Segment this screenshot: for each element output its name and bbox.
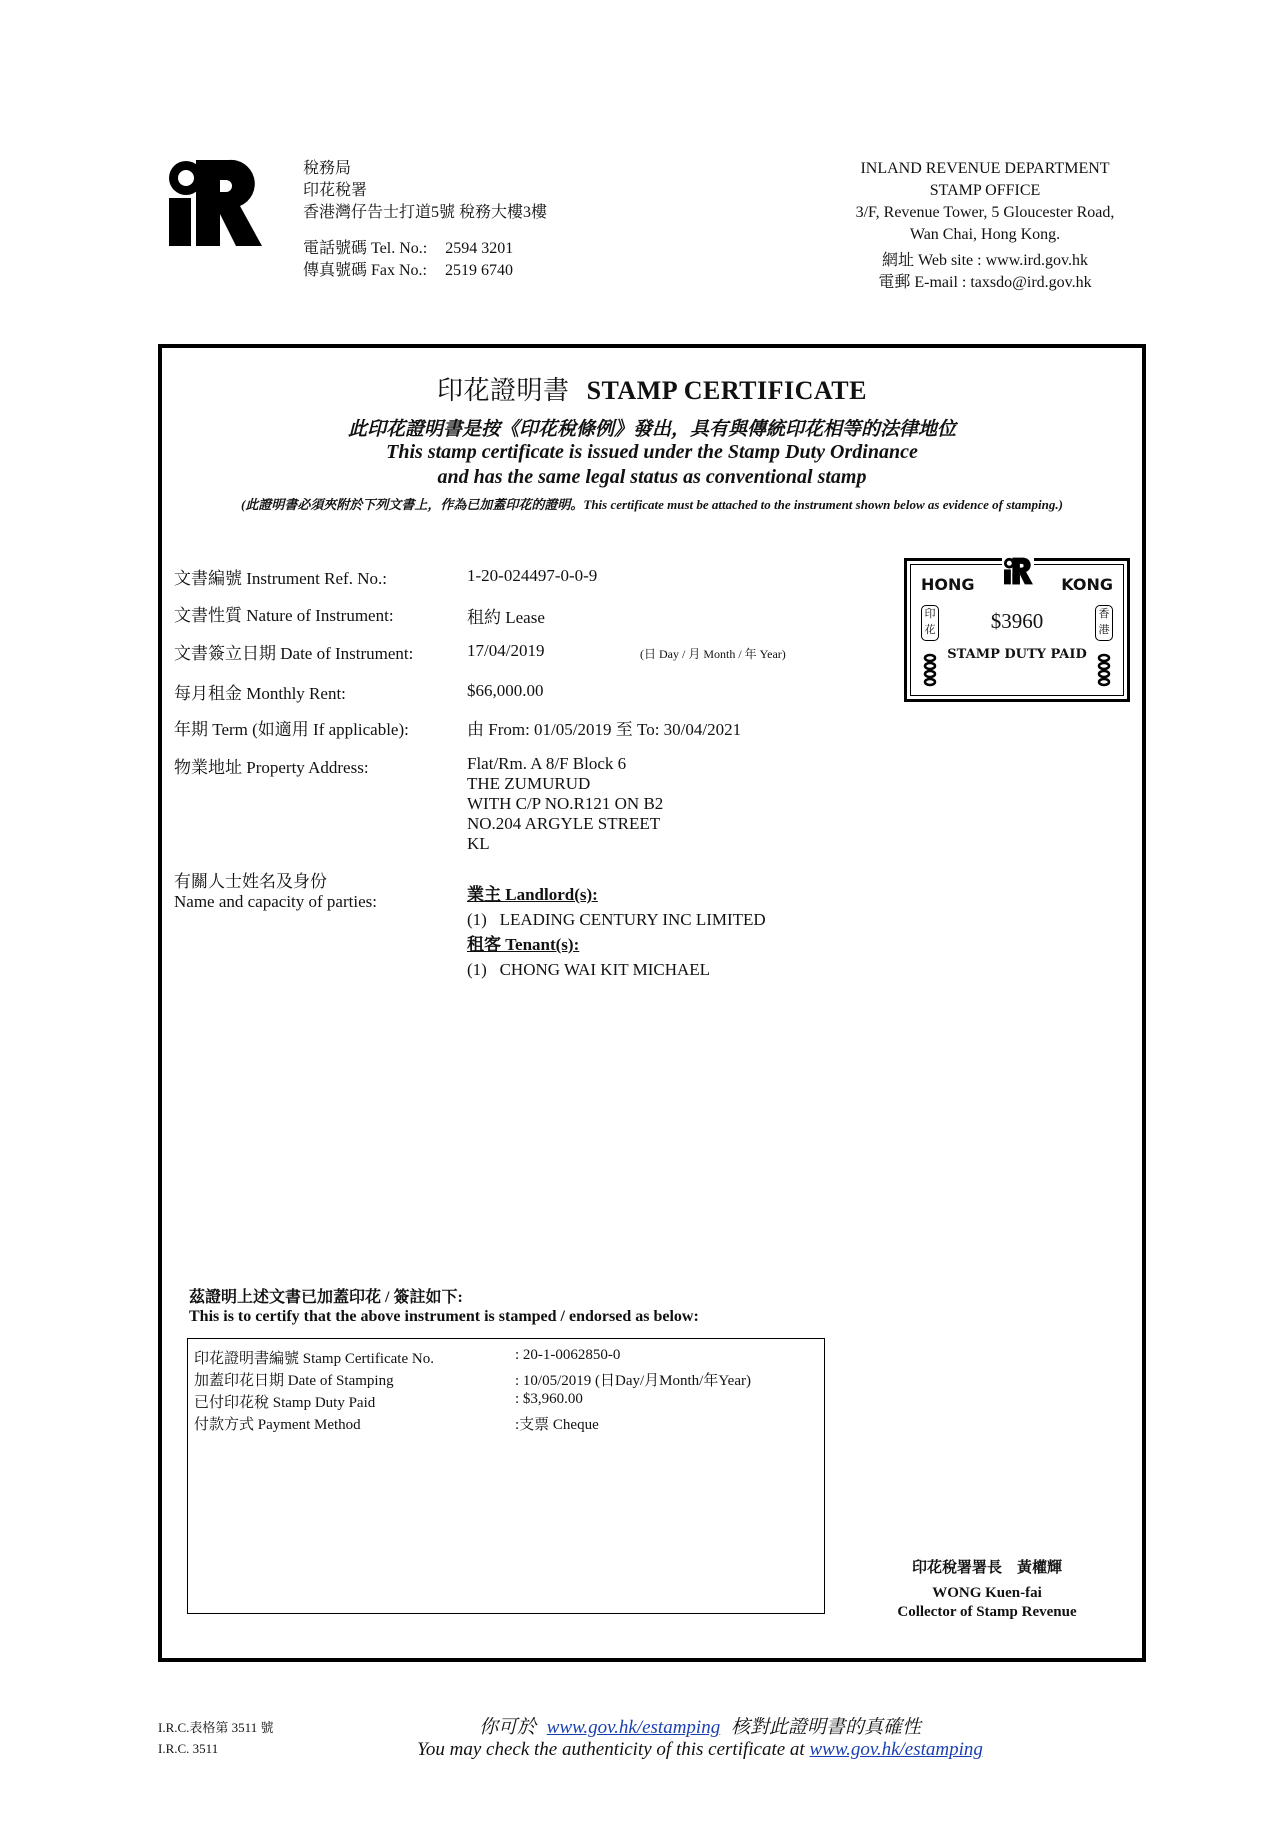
- title-en: STAMP CERTIFICATE: [586, 376, 867, 405]
- dept-zh: 稅務局: [303, 160, 352, 177]
- email: 電郵 E-mail : taxsdo@ird.gov.hk: [878, 274, 1092, 291]
- stamp-kong: KONG: [1061, 575, 1113, 594]
- duty-paid-value: : $3,960.00: [515, 1391, 583, 1407]
- fax-row: [303, 260, 547, 282]
- seal-left: 印花: [921, 605, 939, 641]
- address-line: WITH C/P NO.R121 ON B2: [467, 794, 664, 813]
- duty-paid-label: 已付印花稅 Stamp Duty Paid: [194, 1395, 376, 1411]
- subtitle-zh: 此印花證明書是按《印花稅條例》發出，具有與傳統印花相等的法律地位: [347, 419, 956, 440]
- stamp-hong: HONG: [921, 575, 975, 594]
- rent-value: $66,000.00: [467, 681, 544, 700]
- landlord-name: (1) LEADING CENTURY INC LIMITED: [467, 910, 766, 929]
- stamp-paid-text: STAMP DUTY PAID: [947, 647, 1087, 662]
- stamping-date-value: : 10/05/2019 (日Day/月Month/年Year): [515, 1373, 751, 1389]
- signatory-title-en: Collector of Stamp Revenue: [897, 1604, 1077, 1620]
- form-code-zh: I.R.C.表格第 3511 號: [158, 1720, 274, 1735]
- stamp-amount: $3960: [990, 609, 1044, 633]
- check-en-pre: You may check the authenticity of this certificate at: [417, 1739, 805, 1760]
- address-line: NO.204 ARGYLE STREET: [467, 814, 661, 833]
- title-zh: 印花證明書: [437, 376, 570, 405]
- fax-label: 傳真號碼 Fax No.:: [303, 262, 428, 279]
- parties-label-zh: 有關人士姓名及身份: [174, 872, 327, 891]
- address-zh: 香港灣仔告士打道5號 稅務大樓3樓: [303, 204, 548, 221]
- date-value: 17/04/2019: [467, 641, 545, 660]
- check-authenticity-en: [290, 1739, 1110, 1761]
- form-code-en: I.R.C. 3511: [158, 1741, 219, 1756]
- address-line: THE ZUMURUD: [467, 774, 591, 793]
- date-format: (日 Day / 月 Month / 年 Year): [640, 647, 786, 661]
- certificate-title: [162, 370, 1142, 407]
- certificate-box: [158, 344, 1146, 1662]
- header-left: [303, 158, 547, 282]
- attach-notice: (此證明書必須夾附於下列文書上，作為已加蓋印花的證明。This certificate must be attached to the instrument shown below as evidence of stamping.): [241, 497, 1063, 512]
- tel-label: 電話號碼 Tel. No.:: [303, 240, 428, 257]
- check-authenticity-zh: [290, 1712, 1110, 1739]
- subtitle-en-1: This stamp certificate is issued under the Stamp Duty Ordinance: [386, 441, 918, 463]
- tenant-name: (1) CHONG WAI KIT MICHAEL: [467, 960, 711, 979]
- parties-label-en: Name and capacity of parties:: [174, 892, 377, 911]
- property-address: [467, 754, 663, 854]
- payment-method-label: 付款方式 Payment Method: [194, 1417, 361, 1433]
- office-zh: 印花稅署: [303, 182, 368, 199]
- check-zh-post: 核對此證明書的真確性: [730, 1717, 921, 1738]
- certify-zh: 茲證明上述文書已加蓋印花 / 簽註如下:: [189, 1289, 463, 1306]
- tenant-label: 租客 Tenant(s):: [467, 935, 580, 954]
- stamping-date-label: 加蓋印花日期 Date of Stamping: [194, 1373, 394, 1389]
- term-label: 年期 Term (如適用 If applicable):: [174, 720, 409, 739]
- estamping-link-en[interactable]: www.gov.hk/estamping: [809, 1739, 983, 1760]
- office-en: STAMP OFFICE: [929, 182, 1041, 199]
- term-value: 由 From: 01/05/2019 至 To: 30/04/2021: [467, 720, 742, 739]
- parties: [467, 882, 766, 982]
- estamping-link-zh[interactable]: www.gov.hk/estamping: [546, 1717, 721, 1738]
- header-right: [820, 158, 1150, 294]
- address-line: KL: [467, 834, 490, 853]
- signatory-name: WONG Kuen-fai: [932, 1585, 1042, 1601]
- website: 網址 Web site : www.ird.gov.hk: [882, 252, 1088, 269]
- rent-label: 每月租金 Monthly Rent:: [174, 684, 346, 703]
- fax-value: 2519 6740: [445, 262, 514, 279]
- landlord-label: 業主 Landlord(s):: [467, 885, 598, 904]
- tel-value: 2594 3201: [445, 240, 514, 257]
- cert-no-label: 印花證明書編號 Stamp Certificate No.: [194, 1351, 434, 1367]
- nature-label: 文書性質 Nature of Instrument:: [174, 606, 394, 625]
- tel-row: [303, 238, 547, 260]
- stamp-ir-logo: [1002, 557, 1034, 585]
- coil-left-icon: [923, 653, 937, 689]
- address-label: 物業地址 Property Address:: [174, 758, 369, 777]
- dept-en: INLAND REVENUE DEPARTMENT: [860, 160, 1110, 177]
- ref-label: 文書編號 Instrument Ref. No.:: [174, 569, 387, 588]
- cert-no-value: : 20-1-0062850-0: [515, 1347, 621, 1363]
- signatory-title-zh: 印花稅署署長 黃權輝: [911, 1560, 1062, 1576]
- seal-right: 香港: [1095, 605, 1113, 641]
- payment-method-value: :支票 Cheque: [515, 1417, 599, 1433]
- check-zh-pre: 你可於: [479, 1717, 537, 1738]
- address-line: Flat/Rm. A 8/F Block 6: [467, 754, 627, 773]
- date-label: 文書簽立日期 Date of Instrument:: [174, 644, 414, 663]
- stamp-duty-paid-stamp: [904, 558, 1130, 702]
- certify-en: This is to certify that the above instrument is stamped / endorsed as below:: [189, 1308, 699, 1325]
- ref-value: 1-20-024497-0-0-9: [467, 566, 598, 585]
- nature-value: 租約 Lease: [467, 608, 545, 627]
- ird-logo: [166, 158, 262, 248]
- parties-label: [174, 872, 377, 912]
- coil-right-icon: [1097, 653, 1111, 689]
- endorsement-box: [187, 1338, 825, 1614]
- address-line1: 3/F, Revenue Tower, 5 Gloucester Road,: [855, 204, 1115, 221]
- subtitle-en-2: and has the same legal status as conventional stamp: [437, 466, 867, 488]
- address-line2: Wan Chai, Hong Kong.: [909, 226, 1061, 243]
